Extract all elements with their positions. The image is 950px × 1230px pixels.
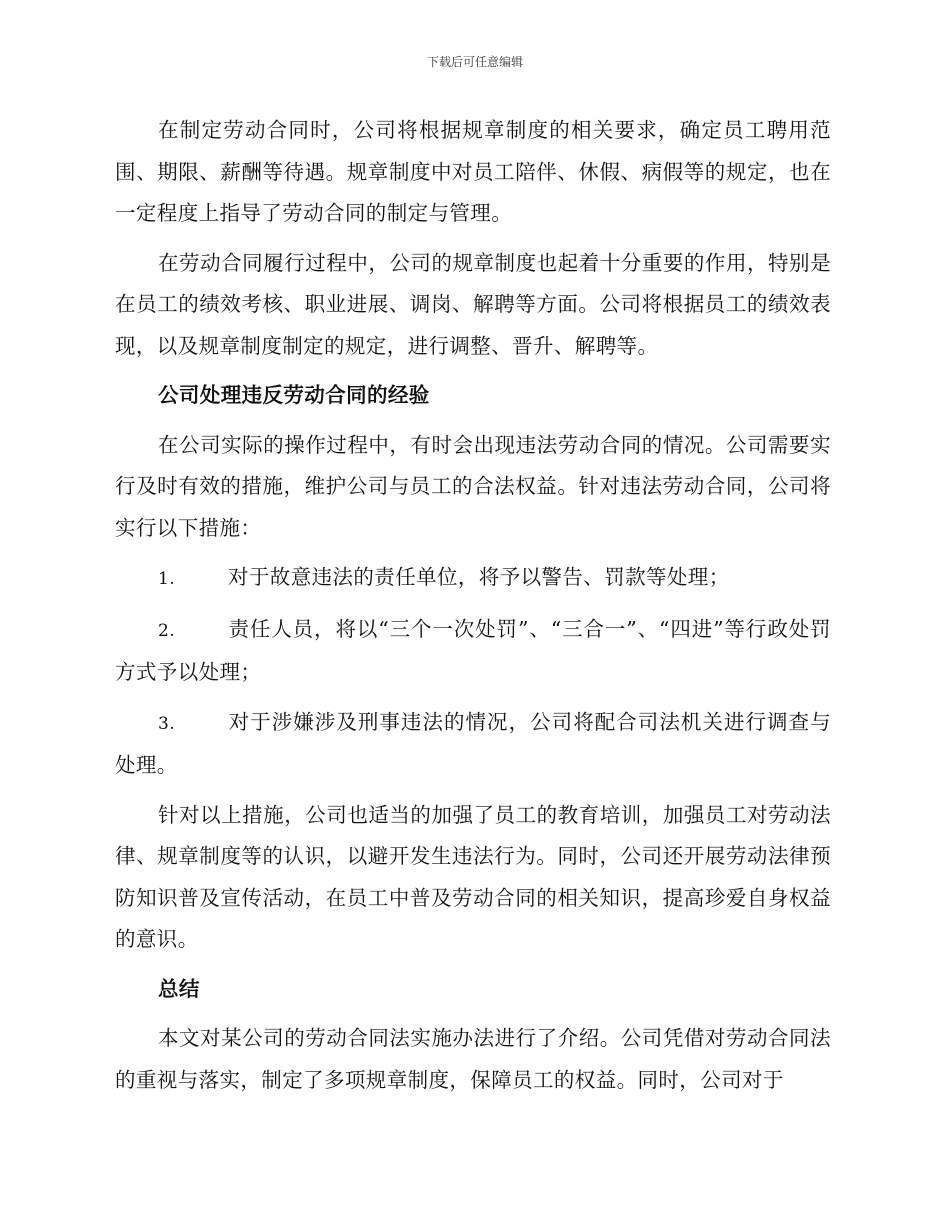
section-heading-violations: 公司处理违反劳动合同的经验	[158, 383, 430, 407]
list-item	[115, 609, 831, 694]
list-text: 责任人员，将以“三个一次处罚”、“三合一”、“四进”等行政处罚方式予以处理；	[115, 616, 831, 684]
list-number: 3.	[158, 713, 176, 734]
paragraph-3: 在公司实际的操作过程中，有时会出现违法劳动合同的情况。公司需要实行及时有效的措施，维护公司与员工的合法权益。针对违法劳动合同，公司将实行以下措施：	[115, 432, 831, 540]
page-header: 下载后可任意编辑	[426, 55, 523, 69]
paragraph-1: 在制定劳动合同时，公司将根据规章制度的相关要求，确定员工聘用范围、期限、薪酬等待遇。规章制度中对员工陪伴、休假、病假等的规定，也在一定程度上指导了劳动合同的制定与管理。	[115, 118, 831, 225]
list-item	[115, 702, 831, 787]
paragraph-4: 针对以上措施，公司也适当的加强了员工的教育培训，加强员工对劳动法律、规章制度等的认识，以避开发生违法行为。同时，公司还开展劳动法律预防知识普及宣传活动，在员工中普及劳动合同的相关知识，提高珍爱自身权益的意识。	[115, 802, 831, 951]
list-item	[115, 557, 831, 601]
document-body	[115, 110, 831, 1109]
list-number: 1.	[158, 569, 176, 589]
list-number: 2.	[158, 620, 176, 641]
paragraph-2: 在劳动合同履行过程中，公司的规章制度也起着十分重要的作用，特别是在员工的绩效考核、职业进展、调岗、解聘等方面。公司将根据员工的绩效表现，以及规章制度制定的规定，进行调整、晋升、解聘等。	[115, 250, 831, 358]
list-text: 对于故意违法的责任单位，将予以警告、罚款等处理；	[228, 565, 730, 589]
list-text: 对于涉嫌涉及刑事违法的情况，公司将配合司法机关进行调查与处理。	[115, 709, 831, 777]
paragraph-5: 本文对某公司的劳动合同法实施办法进行了介绍。公司凭借对劳动合同法的重视与落实，制定了多项规章制度，保障员工的权益。同时，公司对于	[115, 1026, 831, 1092]
section-heading-summary: 总结	[158, 976, 200, 1001]
